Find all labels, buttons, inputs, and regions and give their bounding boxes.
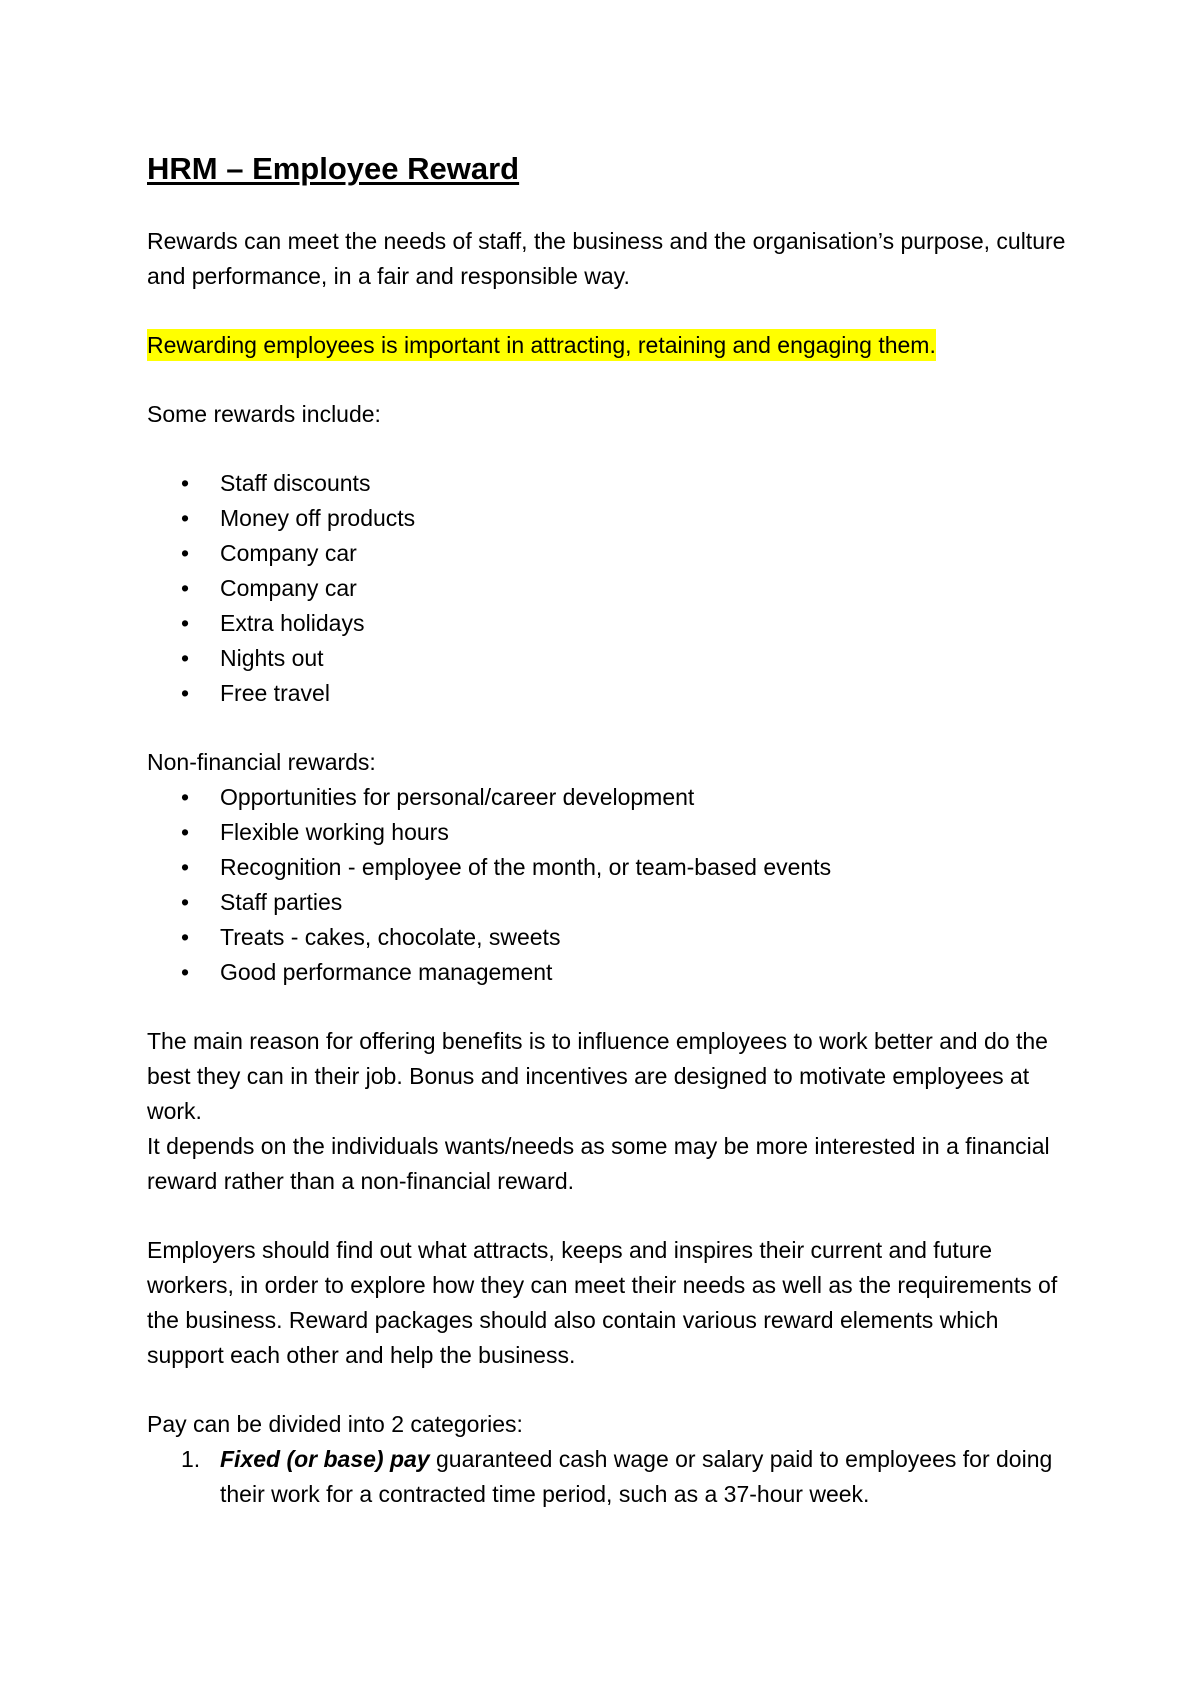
list-item: • Free travel <box>147 676 1067 711</box>
pay-heading: Pay can be divided into 2 categories: <box>147 1411 523 1437</box>
intro-paragraph: Rewards can meet the needs of staff, the business and the organisation’s purpose, culture and performance, in a fair and responsible way. <box>147 228 1066 289</box>
main-reason-paragraph: The main reason for offering benefits is to influence employees to work better and do the best they can in their job. Bonus and incentives are designed to motivate employees at work. <box>147 1028 1048 1124</box>
list-item: • Treats - cakes, chocolate, sweets <box>147 920 1067 955</box>
list-item: • Staff discounts <box>147 466 1067 501</box>
list-item: • Opportunities for personal/career development <box>147 780 1067 815</box>
list-item: • Flexible working hours <box>147 815 1067 850</box>
list-item: • Recognition - employee of the month, or team-based events <box>147 850 1067 885</box>
list-item: • Nights out <box>147 641 1067 676</box>
list-item: • Company car <box>147 536 1067 571</box>
non-financial-heading: Non-financial rewards: <box>147 749 376 775</box>
list-item <box>147 1442 1067 1512</box>
rewards-heading: Some rewards include: <box>147 401 381 427</box>
list-item: • Staff parties <box>147 885 1067 920</box>
list-item: • Company car <box>147 571 1067 606</box>
document-title: HRM – Employee Reward <box>147 151 520 186</box>
rewards-list <box>147 466 1067 711</box>
depends-paragraph: It depends on the individuals wants/needs as some may be more interested in a financial reward rather than a non-financial reward. <box>147 1133 1050 1194</box>
list-item: • Extra holidays <box>147 606 1067 641</box>
document-body <box>147 148 1067 1512</box>
employers-paragraph: Employers should find out what attracts, keeps and inspires their current and future workers, in order to explore how they can meet their needs as well as the requirements of the business. Reward packages should also contain various reward elements which support each other and help the business. <box>147 1237 1058 1368</box>
highlighted-text: Rewarding employees is important in attracting, retaining and engaging them. <box>147 329 936 361</box>
list-item: • Good performance management <box>147 955 1067 990</box>
pay-description: guaranteed cash wage or salary paid to employees for doing their work for a contracted time period, such as a 37-hour week. <box>220 1446 1053 1507</box>
pay-categories-list <box>147 1442 1067 1512</box>
non-financial-list <box>147 780 1067 990</box>
pay-term: Fixed (or base) pay <box>220 1446 430 1472</box>
highlight-paragraph <box>147 328 1067 363</box>
list-item: • Money off products <box>147 501 1067 536</box>
list-number: 1. <box>181 1446 201 1472</box>
